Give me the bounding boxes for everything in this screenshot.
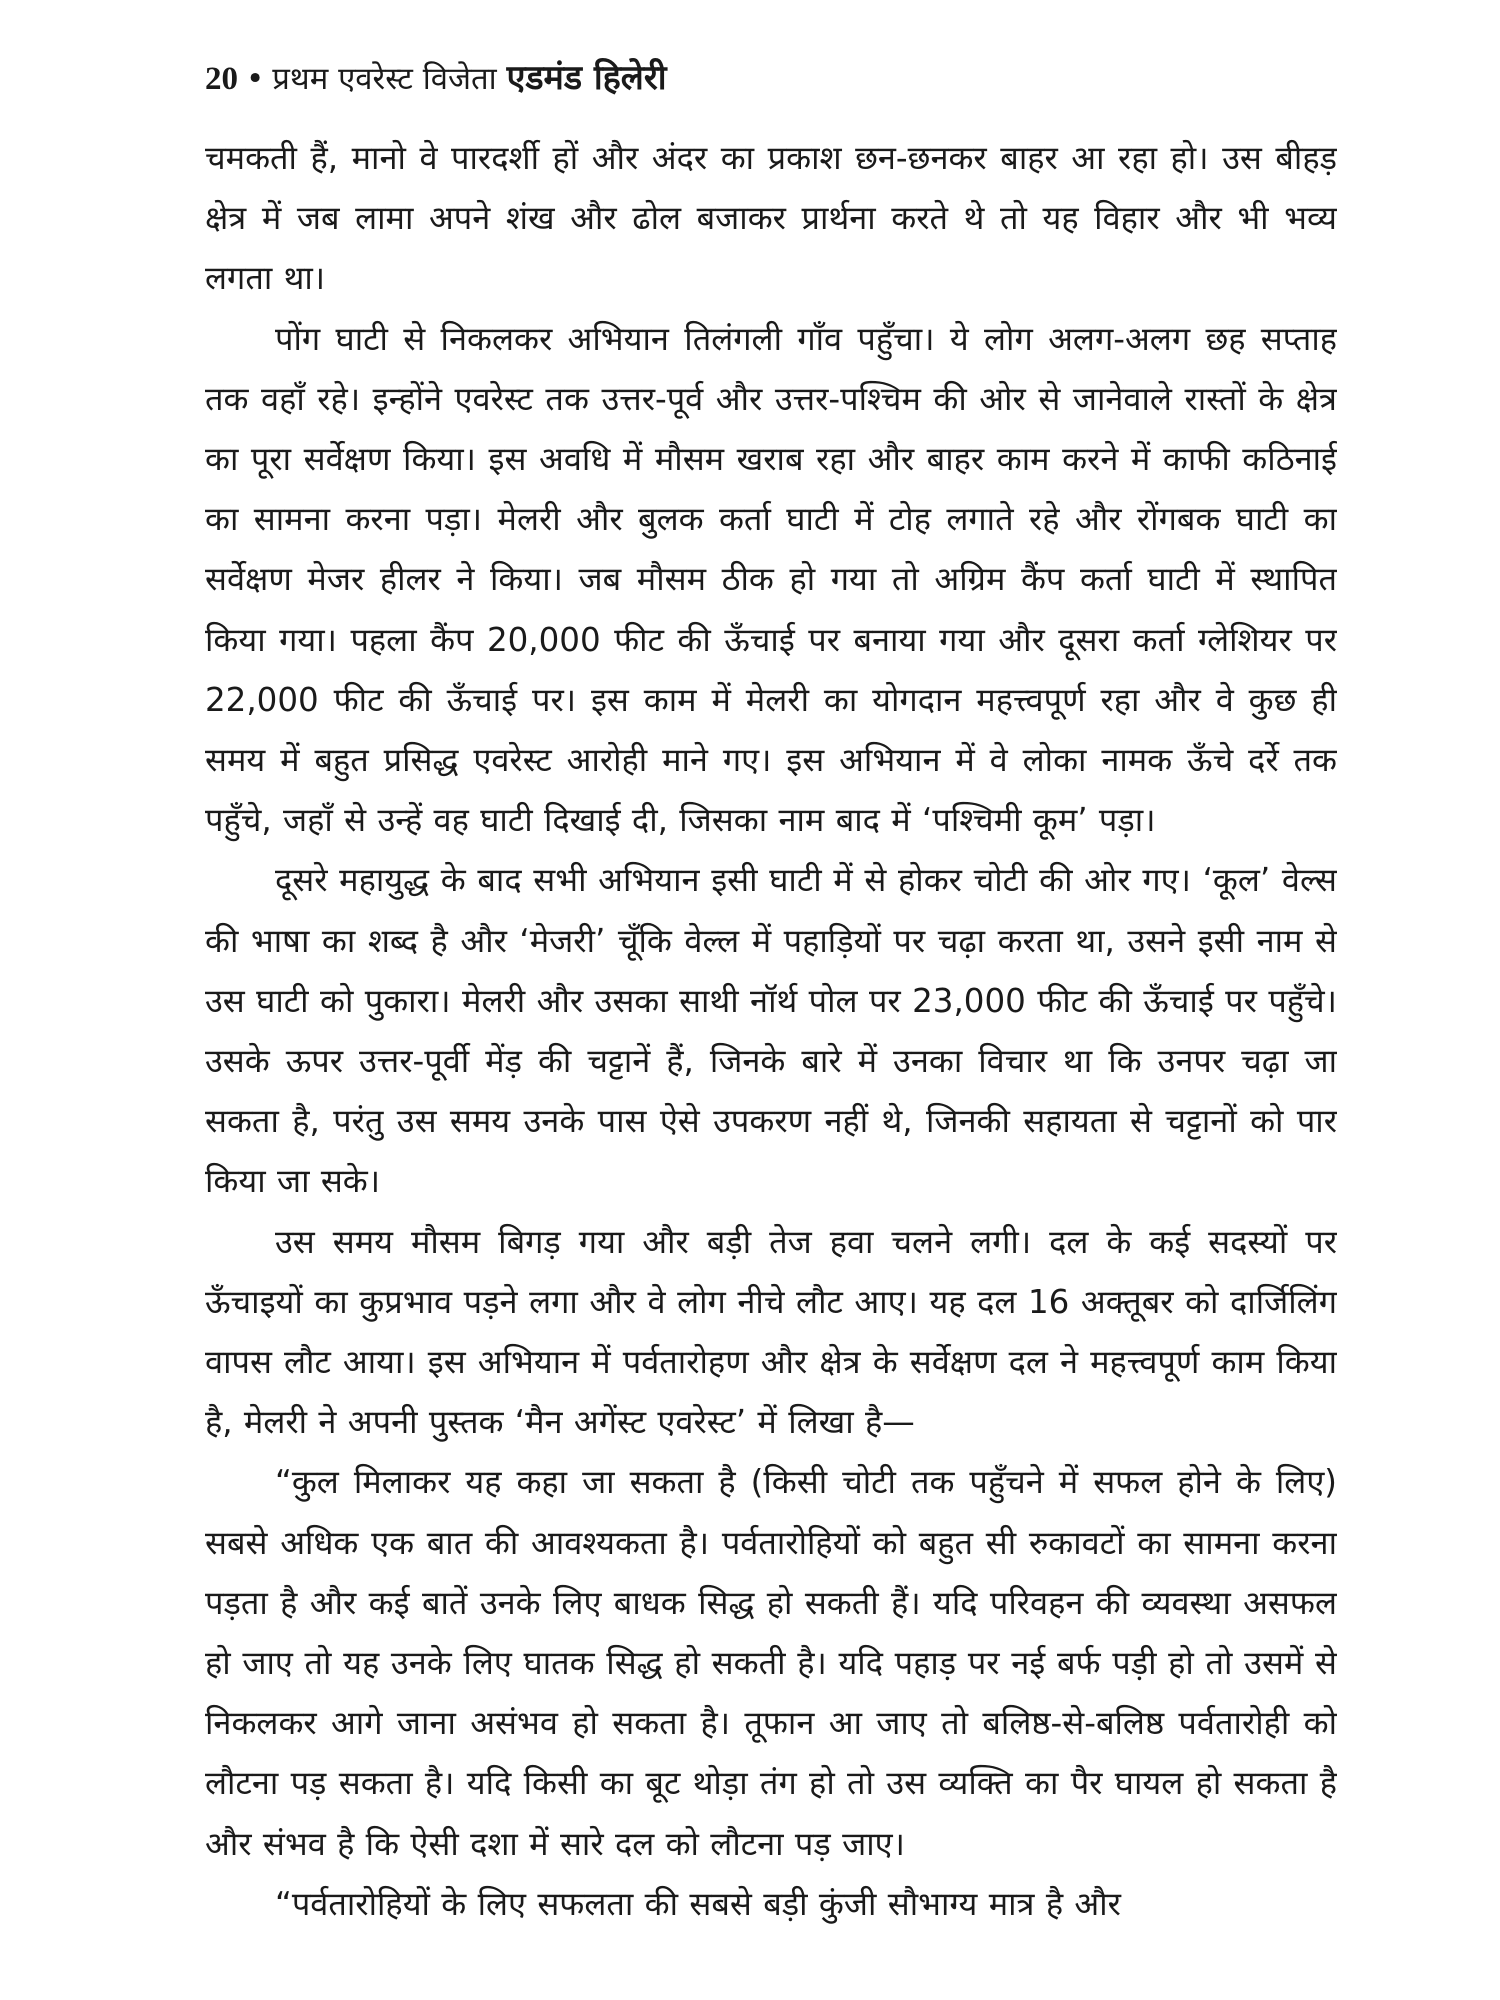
paragraph-quote-2: “पर्वतारोहियों के लिए सफलता की सबसे बड़ी कुंजी सौभाग्य मात्र है और — [275, 1884, 1121, 1923]
paragraph-continuation: चमकती हैं, मानो वे पारदर्शी हों और अंदर का प्रकाश छन-छनकर बाहर आ रहा हो। उस बीहड़ क्षेत्र में जब लामा अपने शंख और ढोल बजाकर प्रार्थना करते थे तो यह विहार और भी भव्य लगता था। — [205, 139, 1337, 298]
running-header — [205, 52, 1305, 104]
page-number: 20 — [205, 61, 238, 97]
paragraph-after-war: दूसरे महायुद्ध के बाद सभी अभियान इसी घाटी में से होकर चोटी की ओर गए। ‘कूल’ वेल्स की भाषा का शब्द है और ‘मेजरी’ चूँकि वेल्ल में पहाड़ियों पर चढ़ा करता था, उसने इसी नाम से उस घाटी को पुकारा। मेलरी और उसका साथी नॉर्थ पोल पर 23,000 फीट की ऊँचाई पर पहुँचे। उसके ऊपर उत्तर-पूर्वी मेंड़ की चट्टानें हैं, जिनके बारे में उनका विचार था कि उनपर चढ़ा जा सकता है, परंतु उस समय उनके पास ऐसे उपकरण नहीं थे, जिनकी सहायता से चट्टानों को पार किया जा सके। — [205, 861, 1337, 1201]
book-title: प्रथम एवरेस्ट विजेता — [272, 61, 497, 97]
paragraph-pong-valley: पोंग घाटी से निकलकर अभियान तिलंगली गाँव पहुँचा। ये लोग अलग-अलग छह सप्ताह तक वहाँ रहे। इन्होंने एवरेस्ट तक उत्तर-पूर्व और उत्तर-पश्चिम की ओर से जानेवाले रास्तों के क्षेत्र का पूरा सर्वेक्षण किया। इस अवधि में मौसम खराब रहा और बाहर काम करने में काफी कठिनाई का सामना करना पड़ा। मेलरी और बुलक कर्ता घाटी में टोह लगाते रहे और रोंगबक घाटी का सर्वेक्षण मेजर हीलर ने किया। जब मौसम ठीक हो गया तो अग्रिम कैंप कर्ता घाटी में स्थापित किया गया। पहला कैंप 20,000 फीट की ऊँचाई पर बनाया गया और दूसरा कर्ता ग्लेशियर पर 22,000 फीट की ऊँचाई पर। इस काम में मेलरी का योगदान महत्त्वपूर्ण रहा और वे कुछ ही समय में बहुत प्रसिद्ध एवरेस्ट आरोही माने गए। इस अभियान में वे लोका नामक ऊँचे दर्रे तक पहुँचे, जहाँ से उन्हें वह घाटी दिखाई दी, जिसका नाम बाद में ‘पश्चिमी कूम’ पड़ा। — [205, 319, 1337, 840]
hero-name: एडमंड हिलेरी — [506, 58, 667, 98]
paragraph-weather: उस समय मौसम बिगड़ गया और बड़ी तेज हवा चलने लगी। दल के कई सदस्यों पर ऊँचाइयों का कुप्रभाव पड़ने लगा और वे लोग नीचे लौट आए। यह दल 16 अक्तूबर को दार्जिलिंग वापस लौट आया। इस अभियान में पर्वतारोहण और क्षेत्र के सर्वेक्षण दल ने महत्त्वपूर्ण काम किया है, मेलरी ने अपनी पुस्तक ‘मैन अगेंस्ट एवरेस्ट’ में लिखा है— — [205, 1222, 1337, 1442]
paragraph-quote-1: “कुल मिलाकर यह कहा जा सकता है (किसी चोटी तक पहुँचने में सफल होने के लिए) सबसे अधिक एक बात की आवश्यकता है। पर्वतारोहियों को बहुत सी रुकावटों का सामना करना पड़ता है और कई बातें उनके लिए बाधक सिद्ध हो सकती हैं। यदि परिवहन की व्यवस्था असफल हो जाए तो यह उनके लिए घातक सिद्ध हो सकती है। यदि पहाड़ पर नई बर्फ पड़ी हो तो उसमें से निकलकर आगे जाना असंभव हो सकता है। तूफान आ जाए तो बलिष्ठ-से-बलिष्ठ पर्वतारोही को लौटना पड़ सकता है। यदि किसी का बूट थोड़ा तंग हो तो उस व्यक्ति का पैर घायल हो सकता है और संभव है कि ऐसी दशा में सारे दल को लौटना पड़ जाए। — [205, 1463, 1337, 1863]
header-bullet: • — [246, 61, 265, 97]
body-text — [205, 128, 1337, 1990]
